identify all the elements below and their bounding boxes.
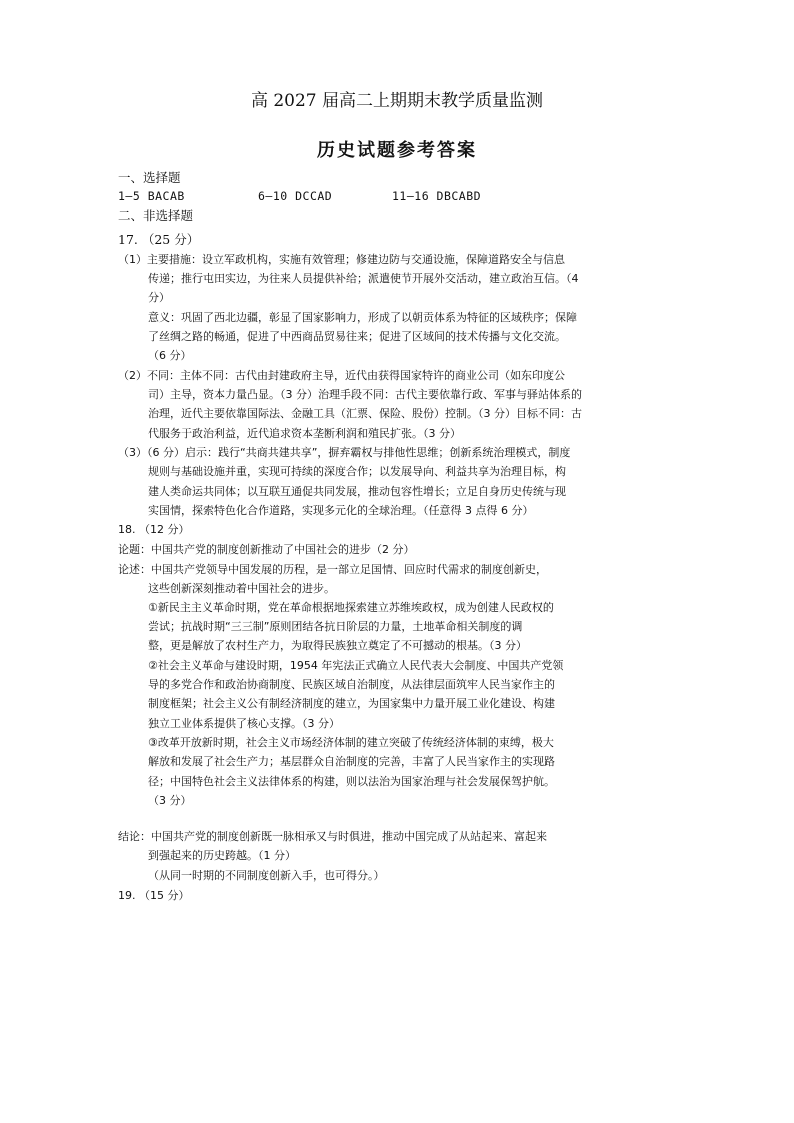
q18-answer-line: 导的多党合作和政治协商制度、民族区域自治制度，从法律层面筑牢人民当家作主的	[148, 678, 555, 691]
section-1-heading: 一、选择题	[118, 170, 181, 185]
q18-answer-line: 论题：中国共产党的制度创新推动了中国社会的进步（2 分）	[118, 543, 415, 556]
q18-answer-line: 这些创新深刻推动着中国社会的进步。	[148, 582, 335, 595]
q17-label: 17. （25 分）	[118, 232, 200, 247]
q17-answer-line: 分）	[148, 291, 170, 304]
section-2-heading: 二、非选择题	[118, 208, 194, 223]
q17-answer-line: 建人类命运共同体；以互联互通促共同发展，推动包容性增长；立足自身历史传统与现	[148, 485, 566, 498]
q17-answer-line: 规则与基础设施并重，实现可持续的深度合作；以发展导向、利益共享为治理目标，构	[148, 465, 566, 478]
q18-answer-line: 径；中国特色社会主义法律体系的构建，则以法治为国家治理与社会发展保驾护航。	[148, 775, 555, 788]
mcq-answers-6-10: 6—10 DCCAD	[258, 189, 333, 203]
q17-answer-line: 代服务于政治利益，近代追求资本垄断利润和殖民扩张。（3 分）	[148, 427, 461, 440]
q18-answer-line: ②社会主义革命与建设时期，1954 年宪法正式确立人民代表大会制度、中国共产党领	[148, 659, 564, 672]
q17-answer-line: 了丝绸之路的畅通，促进了中西商品贸易往来；促进了区域间的技术传播与文化交流。	[148, 330, 566, 343]
q18-answer-line: 制度框架；社会主义公有制经济制度的建立，为国家集中力量开展工业化建设、构建	[148, 697, 555, 710]
q18-answer-line: ①新民主主义革命时期，党在革命根据地探索建立苏维埃政权，成为创建人民政权的	[148, 601, 554, 614]
mcq-answers-1-5: 1—5 BACAB	[118, 189, 185, 203]
q18-answer-line: （3 分）	[148, 794, 192, 807]
q17-answer-line: 意义：巩固了西北边疆，彰显了国家影响力，形成了以朝贡体系为特征的区域秩序；保障	[148, 311, 577, 324]
q17-answer-line: （6 分）	[148, 349, 192, 362]
mcq-answers-11-16: 11—16 DBCABD	[392, 189, 482, 203]
exam-title: 高 2027 届高二上期期末教学质量监测	[250, 91, 544, 111]
q18-answer-line: 论述：中国共产党领导中国发展的历程，是一部立足国情、回应时代需求的制度创新史，	[118, 563, 547, 576]
q18-answer-line: 尝试；抗战时期“三三制”原则团结各抗日阶层的力量，土地革命相关制度的调	[148, 620, 523, 633]
q18-answer-line: 解放和发展了社会生产力；基层群众自治制度的完善，丰富了人民当家作主的实现路	[148, 755, 555, 768]
answer-key-title: 历史试题参考答案	[317, 140, 477, 161]
q17-answer-line: （3）（6 分）启示：践行“共商共建共享”，摒弃霸权与排他性思维；创新系统治理模式，制度	[118, 446, 571, 459]
q17-answer-line: 治理，近代主要依靠国际法、金融工具（汇票、保险、股份）控制。（3 分）目标不同：古	[148, 407, 582, 420]
q18-answer-line: （从同一时期的不同制度创新入手，也可得分。）	[148, 869, 385, 882]
q17-answer-line: 司）主导，资本力量凸显。（3 分）治理手段不同：古代主要依靠行政、军事与驿站体系的	[148, 388, 582, 401]
q17-answer-line: （2）不同：主体不同：古代由封建政府主导，近代由获得国家特许的商业公司（如东印度公	[118, 369, 565, 382]
q18-answer-line: 独立工业体系提供了核心支撑。（3 分）	[148, 717, 340, 730]
q18-answer-line: 结论：中国共产党的制度创新既一脉相承又与时俱进，推动中国完成了从站起来、富起来	[118, 830, 547, 843]
q18-answer-line: ③改革开放新时期，社会主义市场经济体制的建立突破了传统经济体制的束缚，极大	[148, 736, 554, 749]
mcq-answers-row	[118, 187, 678, 206]
q17-answer-line: （1）主要措施：设立军政机构，实施有效管理；修建边防与交通设施，保障道路安全与信息	[118, 253, 565, 266]
q19-label: 19. （15 分）	[118, 889, 190, 902]
q17-answer-line: 传递；推行屯田实边，为往来人员提供补给；派遣使节开展外交活动，建立政治互信。（4	[148, 272, 579, 285]
q17-answer-line: 实国情，探索特色化合作道路，实现多元化的全球治理。（任意得 3 点得 6 分）	[148, 504, 534, 517]
q18-answer-line: 到强起来的历史跨越。（1 分）	[148, 849, 296, 862]
q18-label: 18. （12 分）	[118, 523, 190, 536]
q18-answer-line: 整，更是解放了农村生产力，为取得民族独立奠定了不可撼动的根基。（3 分）	[148, 639, 527, 652]
